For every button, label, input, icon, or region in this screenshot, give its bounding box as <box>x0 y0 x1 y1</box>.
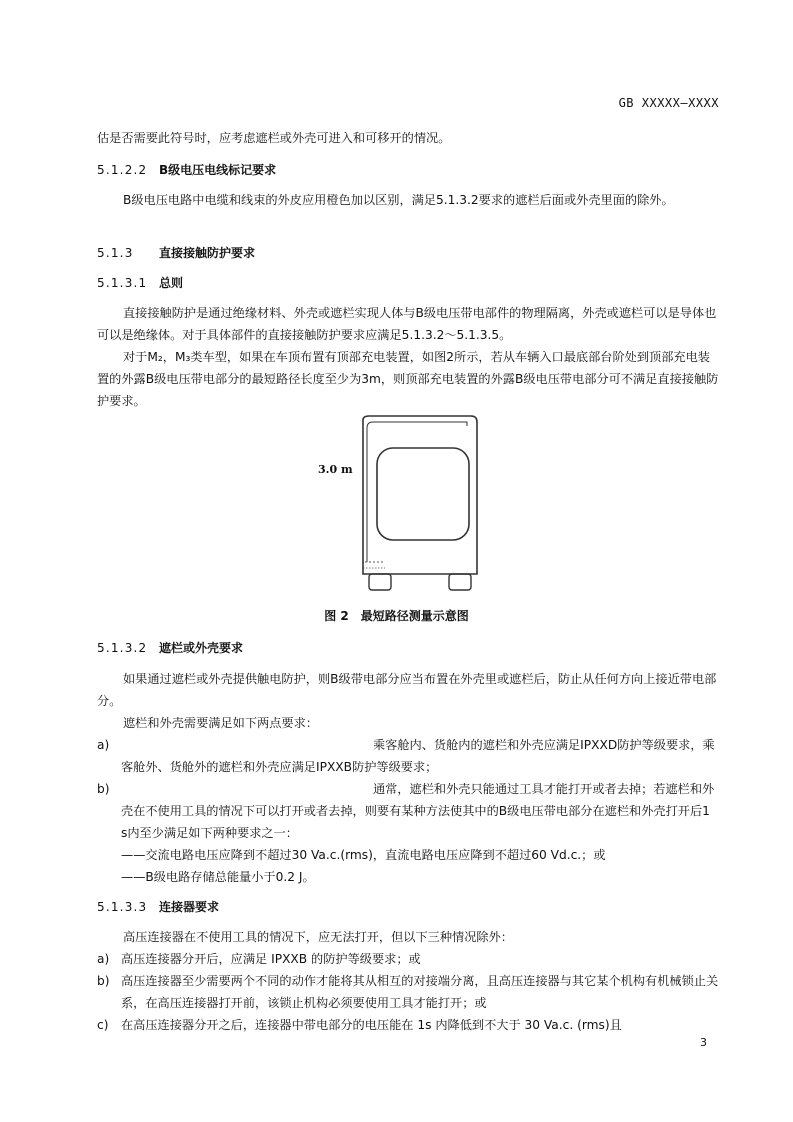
heading-title: 遮栏或外壳要求 <box>159 641 244 655</box>
dash-item: ——B级电路存储总能量小于0.2 J。 <box>121 870 315 884</box>
heading-5-1-3-3 <box>97 897 219 917</box>
list-item <box>97 948 719 970</box>
heading-title: 连接器要求 <box>159 900 220 914</box>
list-item <box>97 778 719 844</box>
heading-title: 直接接触防护要求 <box>159 246 256 260</box>
heading-5-1-3-1 <box>97 273 183 293</box>
list-marker: c) <box>97 1018 109 1032</box>
vehicle-diagram <box>355 412 485 592</box>
list-marker: a) <box>97 952 110 966</box>
paragraph: 如果通过遮栏或外壳提供触电防护，则B级带电部分应当布置在外壳里或遮栏后，防止从任何方向上接近带电部分。 <box>97 672 717 708</box>
heading-number: 5.1.3.1 <box>97 276 148 290</box>
standard-code: GB XXXXX—XXXX <box>618 96 719 110</box>
heading-title: 总则 <box>159 276 184 290</box>
paragraph: 直接接触防护是通过绝缘材料、外壳或遮栏实现人体与B级电压带电部件的物理隔离，外壳或遮栏可以是导体也可以是绝缘体。对于具体部件的直接接触防护要求应满足5.1.3.2～5.1.3.5。 <box>97 306 717 342</box>
list-item <box>97 1014 719 1036</box>
heading-number: 5.1.3.3 <box>97 900 148 914</box>
heading-5-1-3 <box>97 243 255 263</box>
heading-number: 5.1.2.2 <box>97 163 148 177</box>
heading-title: B级电压电线标记要求 <box>159 163 277 177</box>
list-marker: a) <box>97 738 110 752</box>
list-item-text: 高压连接器至少需要两个不同的动作才能将其从相互的对接端分离，且高压连接器与其它某个机构有机械锁止关系，在高压连接器打开前，该锁止机构必须要使用工具才能打开；或 <box>121 974 719 1010</box>
list-item-text: 高压连接器分开后，应满足 IPXXB 的防护等级要求；或 <box>121 952 421 966</box>
figure-caption: 图 2 最短路径测量示意图 <box>324 609 469 623</box>
paragraph: B级电压电路中电缆和线束的外皮应用橙色加以区别，满足5.1.3.2要求的遮栏后面或外壳里面的除外。 <box>123 193 674 207</box>
paragraph: 对于M₂，M₃类车型，如果在车顶布置有顶部充电装置，如图2所示，若从车辆入口最底部台阶处到顶部充电装置的外露B级电压带电部分的最短路径长度至少为3m，则顶部充电装置的外露B级电压带电部分可不满足直接接触防护要求。 <box>97 350 719 408</box>
list-marker: b) <box>97 974 110 988</box>
heading-5-1-3-2 <box>97 638 243 658</box>
dash-item: ——交流电路电压应降到不超过30 Va.c.(rms)，直流电路电压应降到不超过60 Vd.c.；或 <box>121 848 606 862</box>
heading-5-1-2-2 <box>97 160 276 180</box>
heading-number: 5.1.3 <box>97 246 134 260</box>
list-item-text: 乘客舱内、货舱内的遮栏和外壳应满足IPXXD防护等级要求，乘客舱外、货舱外的遮栏和外壳应满足IPXXB防护等级要求； <box>121 738 715 774</box>
heading-number: 5.1.3.2 <box>97 641 148 655</box>
list-item-text: 在高压连接器分开之后，连接器中带电部分的电压能在 1s 内降低到不大于 30 Va.c. (rms)且 <box>121 1018 622 1032</box>
paragraph: 估是否需要此符号时，应考虑遮栏或外壳可进入和可移开的情况。 <box>97 131 451 145</box>
page-number: 3 <box>700 1036 707 1049</box>
figure-dimension-label: 3.0 m <box>318 463 353 476</box>
list-item <box>97 970 719 1014</box>
paragraph: 遮栏和外壳需要满足如下两点要求： <box>123 716 318 730</box>
list-marker: b) <box>97 782 110 796</box>
list-item <box>97 734 719 778</box>
list-item-text: 通常，遮栏和外壳只能通过工具才能打开或者去掉；若遮栏和外壳在不使用工具的情况下可以打开或者去掉，则要有某种方法使其中的B级电压带电部分在遮栏和外壳打开后1 s内至少满足如下两种要求之一： <box>121 782 715 840</box>
paragraph: 高压连接器在不使用工具的情况下，应无法打开，但以下三种情况除外： <box>123 930 513 944</box>
